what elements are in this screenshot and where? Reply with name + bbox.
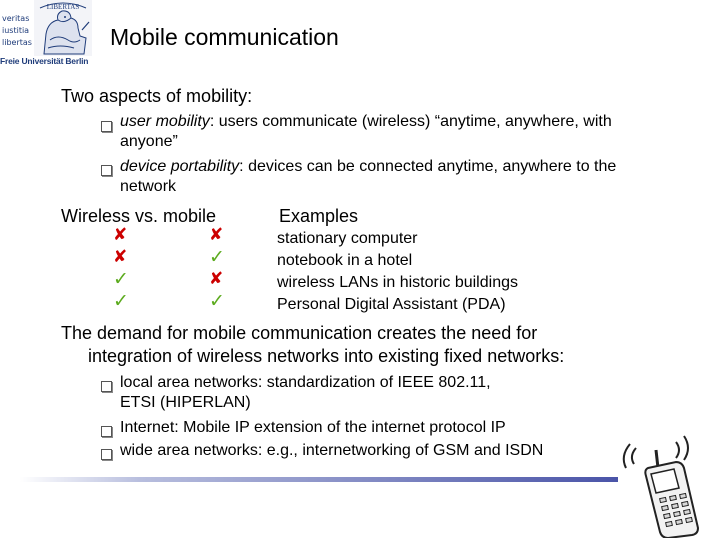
cross-icon: ✘ [113, 247, 128, 267]
example-1: stationary computer [277, 230, 418, 247]
title-divider [96, 0, 99, 60]
check-icon: ✓ [209, 246, 225, 268]
bullet-square-icon [101, 449, 112, 460]
bullet-square-icon [101, 121, 112, 132]
cross-icon: ✘ [113, 225, 128, 245]
cross-icon: ✘ [209, 269, 224, 289]
bullet-square-icon [101, 426, 112, 437]
logo-university-name: Freie Universität Berlin [0, 56, 89, 66]
check-icon: ✓ [113, 268, 129, 290]
bullet-text: local area networks: standardization of IEEE 802.11, [120, 374, 491, 391]
seal-icon [34, 0, 92, 56]
section1-heading: Two aspects of mobility: [61, 86, 253, 106]
bullet-device-portability [120, 157, 690, 197]
bullet-text-cont: ETSI (HIPERLAN) [120, 394, 251, 411]
check-icon: ✓ [209, 290, 225, 312]
logo-motto-libertas: libertas [2, 38, 32, 47]
section2-line2: integration of wireless networks into existing fixed networks: [88, 346, 565, 366]
bullet-square-icon [101, 381, 112, 392]
bullet-user-mobility [120, 112, 690, 152]
cross-icon: ✘ [209, 225, 224, 245]
example-4: Personal Digital Assistant (PDA) [277, 296, 506, 313]
seal-text: LIBERTAS [46, 3, 80, 11]
table-heading-left: Wireless vs. mobile [61, 206, 217, 226]
bullet-wan: wide area networks: e.g., internetworking of GSM and ISDN [120, 442, 544, 459]
bullet-text-cont: network [120, 178, 177, 195]
bullet-lan [120, 373, 620, 413]
bullet-internet: Internet: Mobile IP extension of the internet protocol IP [120, 419, 506, 436]
slide-title: Mobile communication [110, 24, 339, 50]
university-logo [0, 0, 92, 68]
footer-rule [20, 477, 618, 482]
example-2: notebook in a hotel [277, 252, 413, 269]
bullet-term: device portability [120, 158, 240, 175]
section2-line1: The demand for mobile communication creates the need for [61, 323, 538, 343]
mobile-phone-icon [618, 432, 718, 538]
logo-motto-veritas: veritas [2, 14, 30, 23]
table-heading-right: Examples [279, 206, 359, 226]
bullet-square-icon [101, 165, 112, 176]
bullet-text-cont: anyone” [120, 133, 178, 150]
bullet-text: : devices can be connected anytime, anywhere to the [239, 158, 617, 175]
bullet-term: user mobility [120, 113, 210, 130]
bullet-text: : users communicate (wireless) “anytime, anywhere, with [209, 113, 612, 130]
logo-motto-iustitia: iustitia [2, 26, 30, 35]
check-icon: ✓ [113, 290, 129, 312]
example-3: wireless LANs in historic buildings [277, 274, 518, 291]
